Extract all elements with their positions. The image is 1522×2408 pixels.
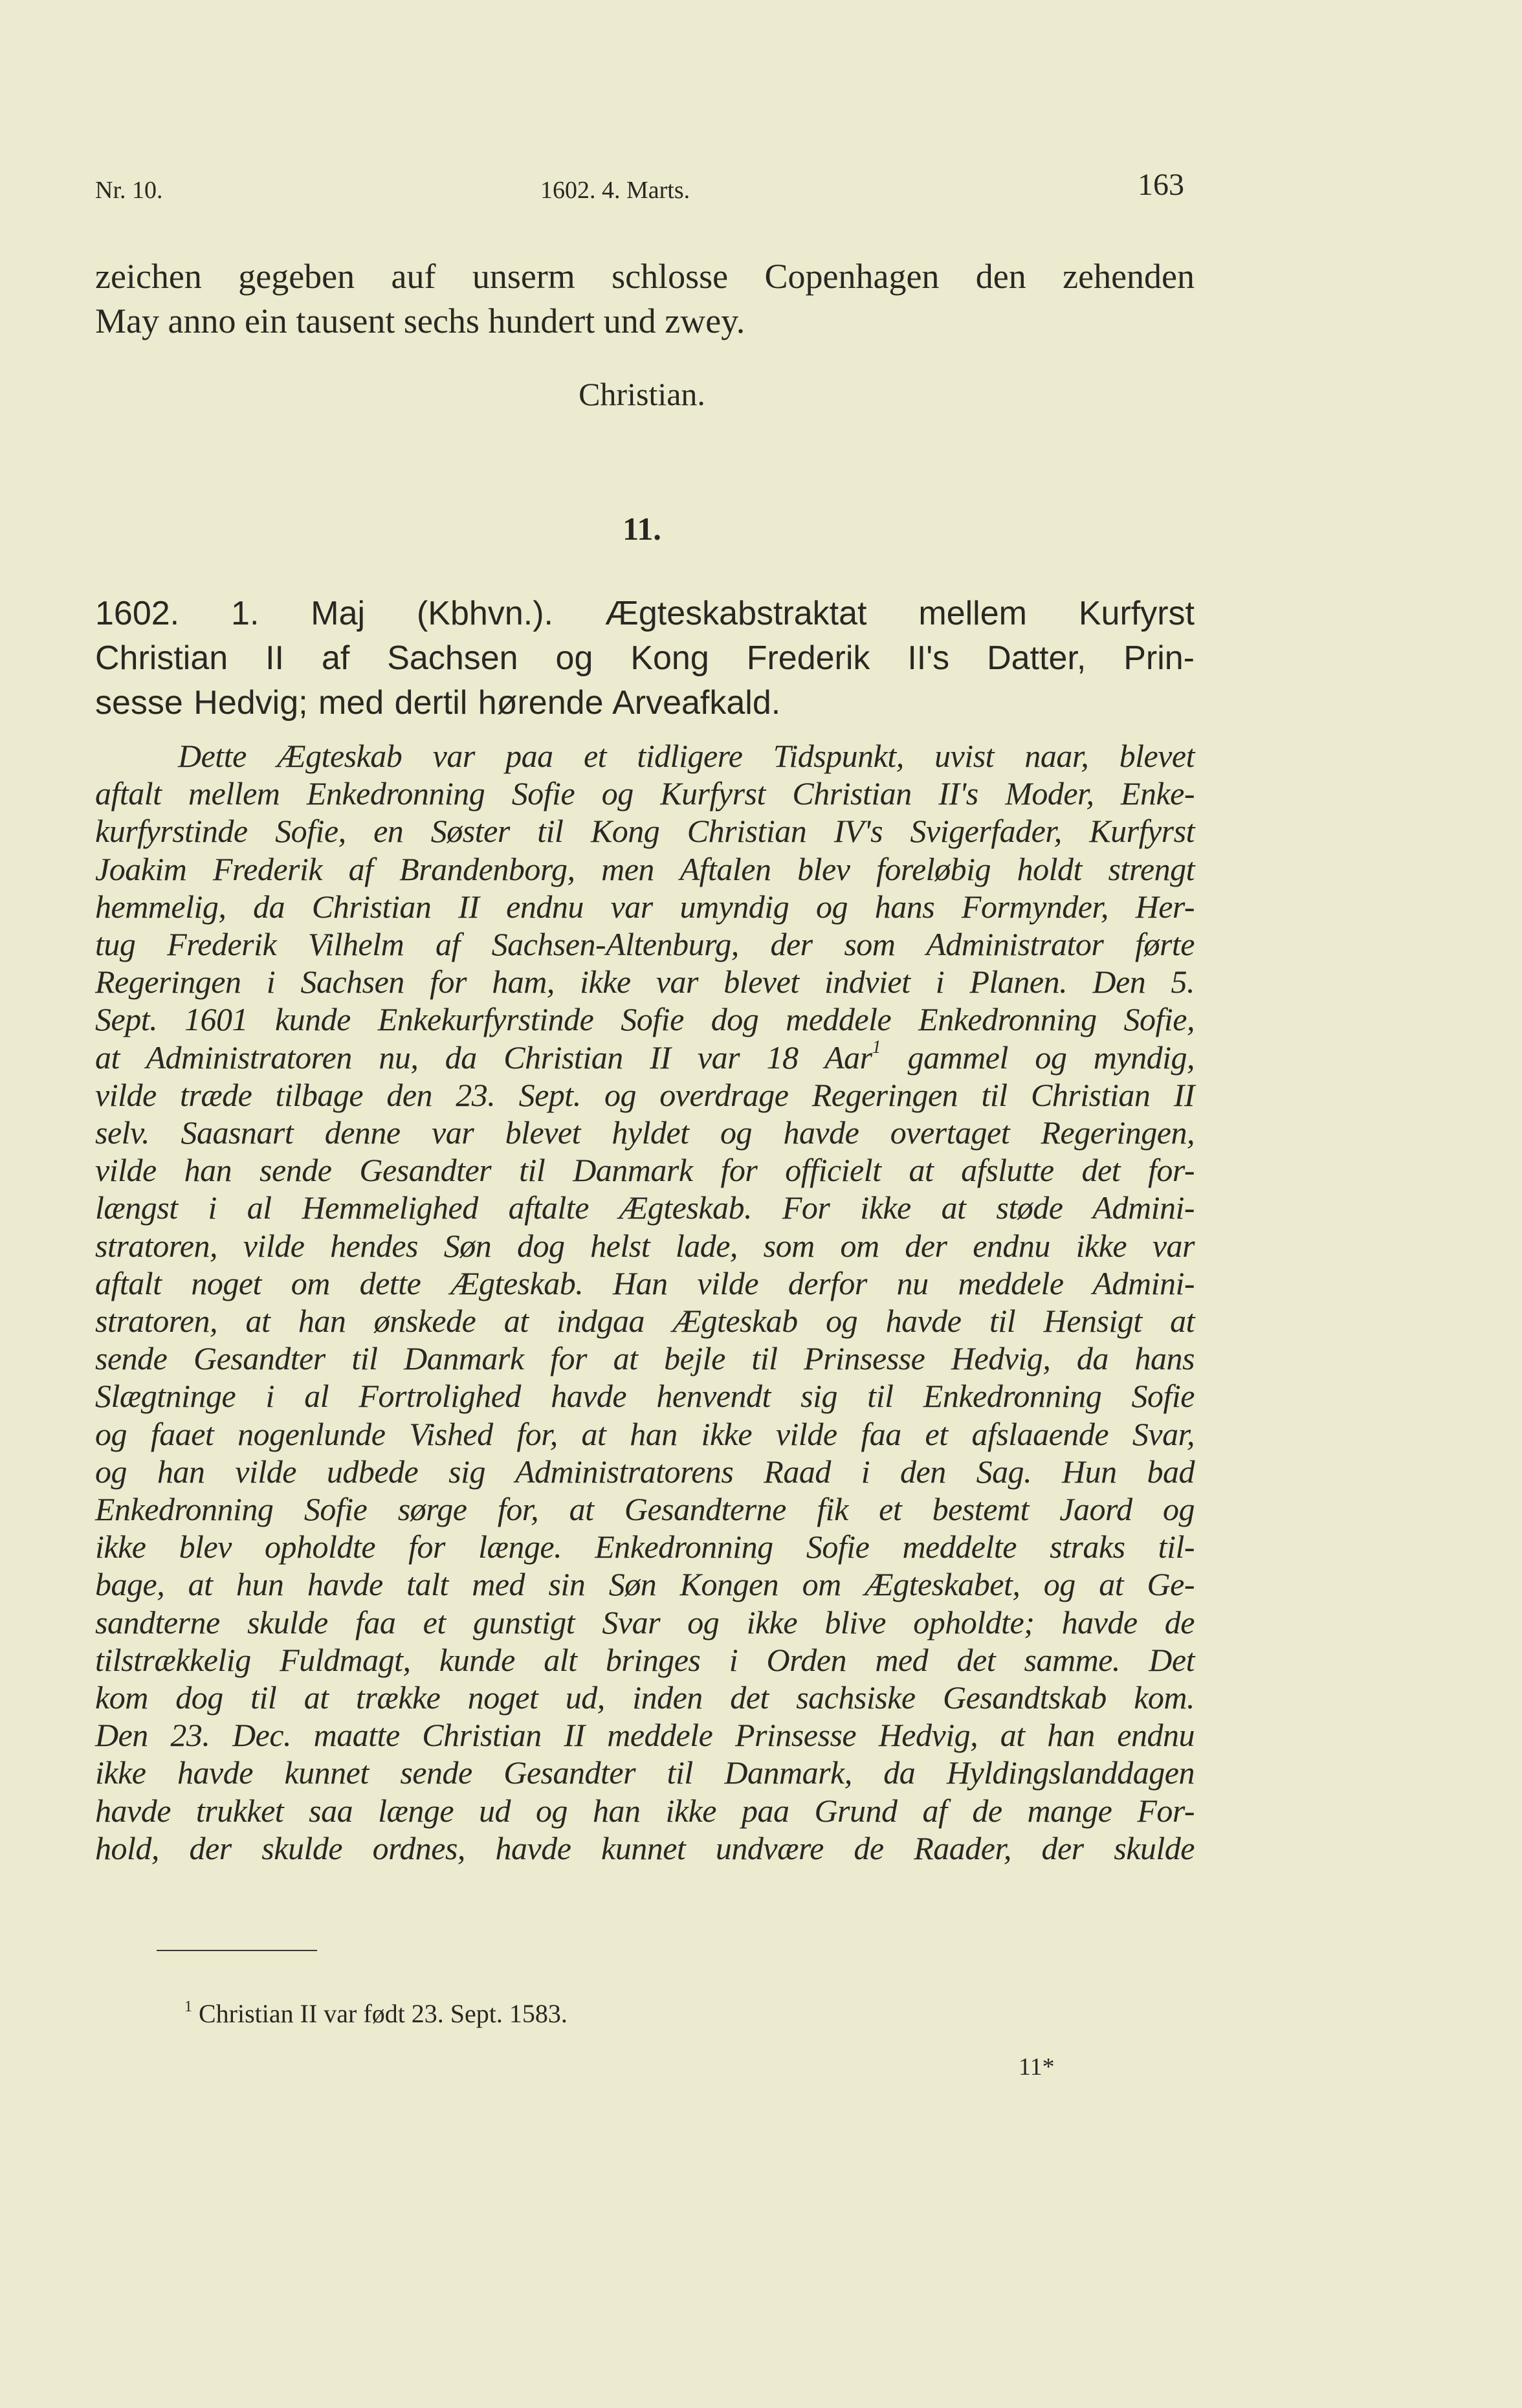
commentary-text: og han vilde udbede sig Administratorens Raad i den Sag. Hun bad — [95, 1453, 1195, 1490]
closing-line: zeichen gegeben auf unserm schlosse Copenhagen den zehenden — [95, 257, 1195, 296]
commentary-line — [95, 1378, 1195, 1415]
commentary-line — [95, 1530, 1195, 1563]
date-header: 1602. 4. Marts. — [540, 177, 690, 204]
heading-line: 1602. 1. Maj (Kbhvn.). Ægteskabstraktat mellem Kurfyrst — [95, 595, 1195, 632]
commentary-line — [95, 1717, 1195, 1754]
footnote-marker: 1 — [184, 1998, 192, 2015]
commentary-line — [95, 1001, 1195, 1038]
commentary-line — [95, 777, 1195, 810]
commentary-text: kurfyrstinde Sofie, en Søster til Kong Christian IV's Svigerfader, Kurfyrst — [95, 813, 1195, 850]
commentary-text: sende Gesandter til Danmark for at bejle til Prinsesse Hedvig, da hans — [95, 1340, 1195, 1377]
commentary-text: Regeringen i Sachsen for ham, ikke var blevet indviet i Planen. Den 5. — [95, 964, 1195, 1000]
commentary-line — [95, 1116, 1195, 1149]
commentary-text: og faaet nogenlunde Vished for, at han ikke vilde faa et afslaaende Svar, — [95, 1415, 1195, 1452]
commentary-line — [95, 1076, 1195, 1113]
footnote-reference: 1 — [872, 1037, 881, 1057]
commentary-text: Sept. 1601 kunde Enkekurfyrstinde Sofie dog meddele Enkedronning Sofie, — [95, 1001, 1195, 1038]
commentary-text: sandterne skulde faa et gunstigt Svar og ikke blive opholdte; havde de — [95, 1604, 1195, 1640]
commentary-line — [95, 1227, 1195, 1264]
commentary-text: stratoren, at han ønskede at indgaa Ægteskab og havde til Hensigt at — [95, 1303, 1195, 1339]
commentary-text: bage, at hun havde talt med sin Søn Kongen om Ægteskabet, og at Ge- — [95, 1566, 1195, 1603]
commentary-text: stratoren, vilde hendes Søn dog helst lade, som om der endnu ikke var — [95, 1227, 1195, 1264]
footnote-text: Christian II var født 23. Sept. 1583. — [199, 1999, 568, 2028]
commentary-line — [95, 1455, 1195, 1488]
commentary-text: vilde træde tilbage den 23. Sept. og overdrage Regeringen til Christian II — [95, 1076, 1195, 1113]
commentary-line — [95, 1829, 1195, 1866]
commentary-line — [95, 1305, 1195, 1337]
commentary-line — [95, 850, 1195, 887]
commentary-text: tug Frederik Vilhelm af Sachsen-Altenburg, der som Administrator førte — [95, 926, 1195, 962]
page-number: 163 — [1138, 168, 1184, 202]
commentary-line — [95, 1641, 1195, 1678]
commentary-text: Den 23. Dec. maatte Christian II meddele Prinsesse Hedvig, at han endnu — [95, 1717, 1195, 1754]
commentary-line — [95, 928, 1195, 960]
commentary-line — [95, 1493, 1195, 1525]
commentary-text: Enkedronning Sofie sørge for, at Gesandterne fik et bestemt Jaord og — [95, 1491, 1195, 1527]
commentary-line — [95, 1152, 1195, 1189]
document-number-header: Nr. 10. — [95, 177, 163, 204]
commentary-line — [178, 740, 1195, 772]
commentary-text: vilde han sende Gesandter til Danmark for officielt at afslutte det for- — [95, 1152, 1195, 1189]
commentary-text: havde trukket saa længe ud og han ikke paa Grund af de mange For- — [95, 1792, 1195, 1829]
signature-mark: 11* — [1019, 2053, 1055, 2081]
commentary-text: Dette Ægteskab var paa et tidligere Tidspunkt, uvist naar, blevet — [178, 738, 1195, 774]
commentary-text: aftalt mellem Enkedronning Sofie og Kurfyrst Christian II's Moder, Enke- — [95, 775, 1195, 812]
footnote-divider — [157, 1950, 317, 1951]
commentary-line — [95, 813, 1195, 850]
commentary-text: Joakim Frederik af Brandenborg, men Aftalen blev foreløbig holdt strengt — [95, 850, 1195, 887]
heading-line: sesse Hedvig; med dertil hørende Arveafkald. — [95, 684, 781, 722]
commentary-line — [95, 1681, 1195, 1714]
commentary-line — [95, 1191, 1195, 1224]
commentary-line — [95, 890, 1195, 923]
heading-line: Christian II af Sachsen og Kong Frederik II's Datter, Prin- — [95, 639, 1195, 677]
commentary-line — [95, 1606, 1195, 1639]
commentary-line — [95, 1037, 1195, 1076]
signature: Christian. — [579, 376, 705, 412]
commentary-text: tilstrækkelig Fuldmagt, kunde alt bringes i Orden med det samme. Det — [95, 1641, 1195, 1678]
commentary-text: længst i al Hemmelighed aftalte Ægteskab. For ikke at støde Admini- — [95, 1189, 1195, 1226]
footnote — [184, 1998, 568, 2029]
commentary-text: hemmelig, da Christian II endnu var umyndig og hans Formynder, Her- — [95, 888, 1195, 925]
commentary-text: selv. Saasnart denne var blevet hyldet og havde overtaget Regeringen, — [95, 1114, 1195, 1151]
closing-line: May anno ein tausent sechs hundert und zwey. — [95, 302, 745, 340]
commentary-text: ikke blev opholdte for længe. Enkedronning Sofie meddelte straks til- — [95, 1529, 1195, 1565]
commentary-line — [95, 1756, 1195, 1789]
commentary-line — [95, 1566, 1195, 1603]
commentary-line — [95, 1342, 1195, 1375]
commentary-text: Slægtninge i al Fortrolighed havde henvendt sig til Enkedronning Sofie — [95, 1378, 1195, 1415]
commentary-text: gammel og myndig, — [881, 1039, 1195, 1076]
commentary-line — [95, 1415, 1195, 1452]
commentary-line — [95, 1792, 1195, 1829]
section-number: 11. — [623, 511, 661, 547]
commentary-text: at Administratoren nu, da Christian II var 18 Aar — [95, 1039, 872, 1076]
commentary-text: aftalt noget om dette Ægteskab. Han vilde derfor nu meddele Admini- — [95, 1265, 1195, 1301]
commentary-line — [95, 966, 1195, 998]
commentary-text: hold, der skulde ordnes, havde kunnet undvære de Raader, der skulde — [95, 1829, 1195, 1866]
commentary-text: kom dog til at trække noget ud, inden det sachsiske Gesandtskab kom. — [95, 1679, 1195, 1716]
commentary-line — [95, 1267, 1195, 1299]
commentary-text: ikke havde kunnet sende Gesandter til Danmark, da Hyldingslanddagen — [95, 1754, 1195, 1791]
